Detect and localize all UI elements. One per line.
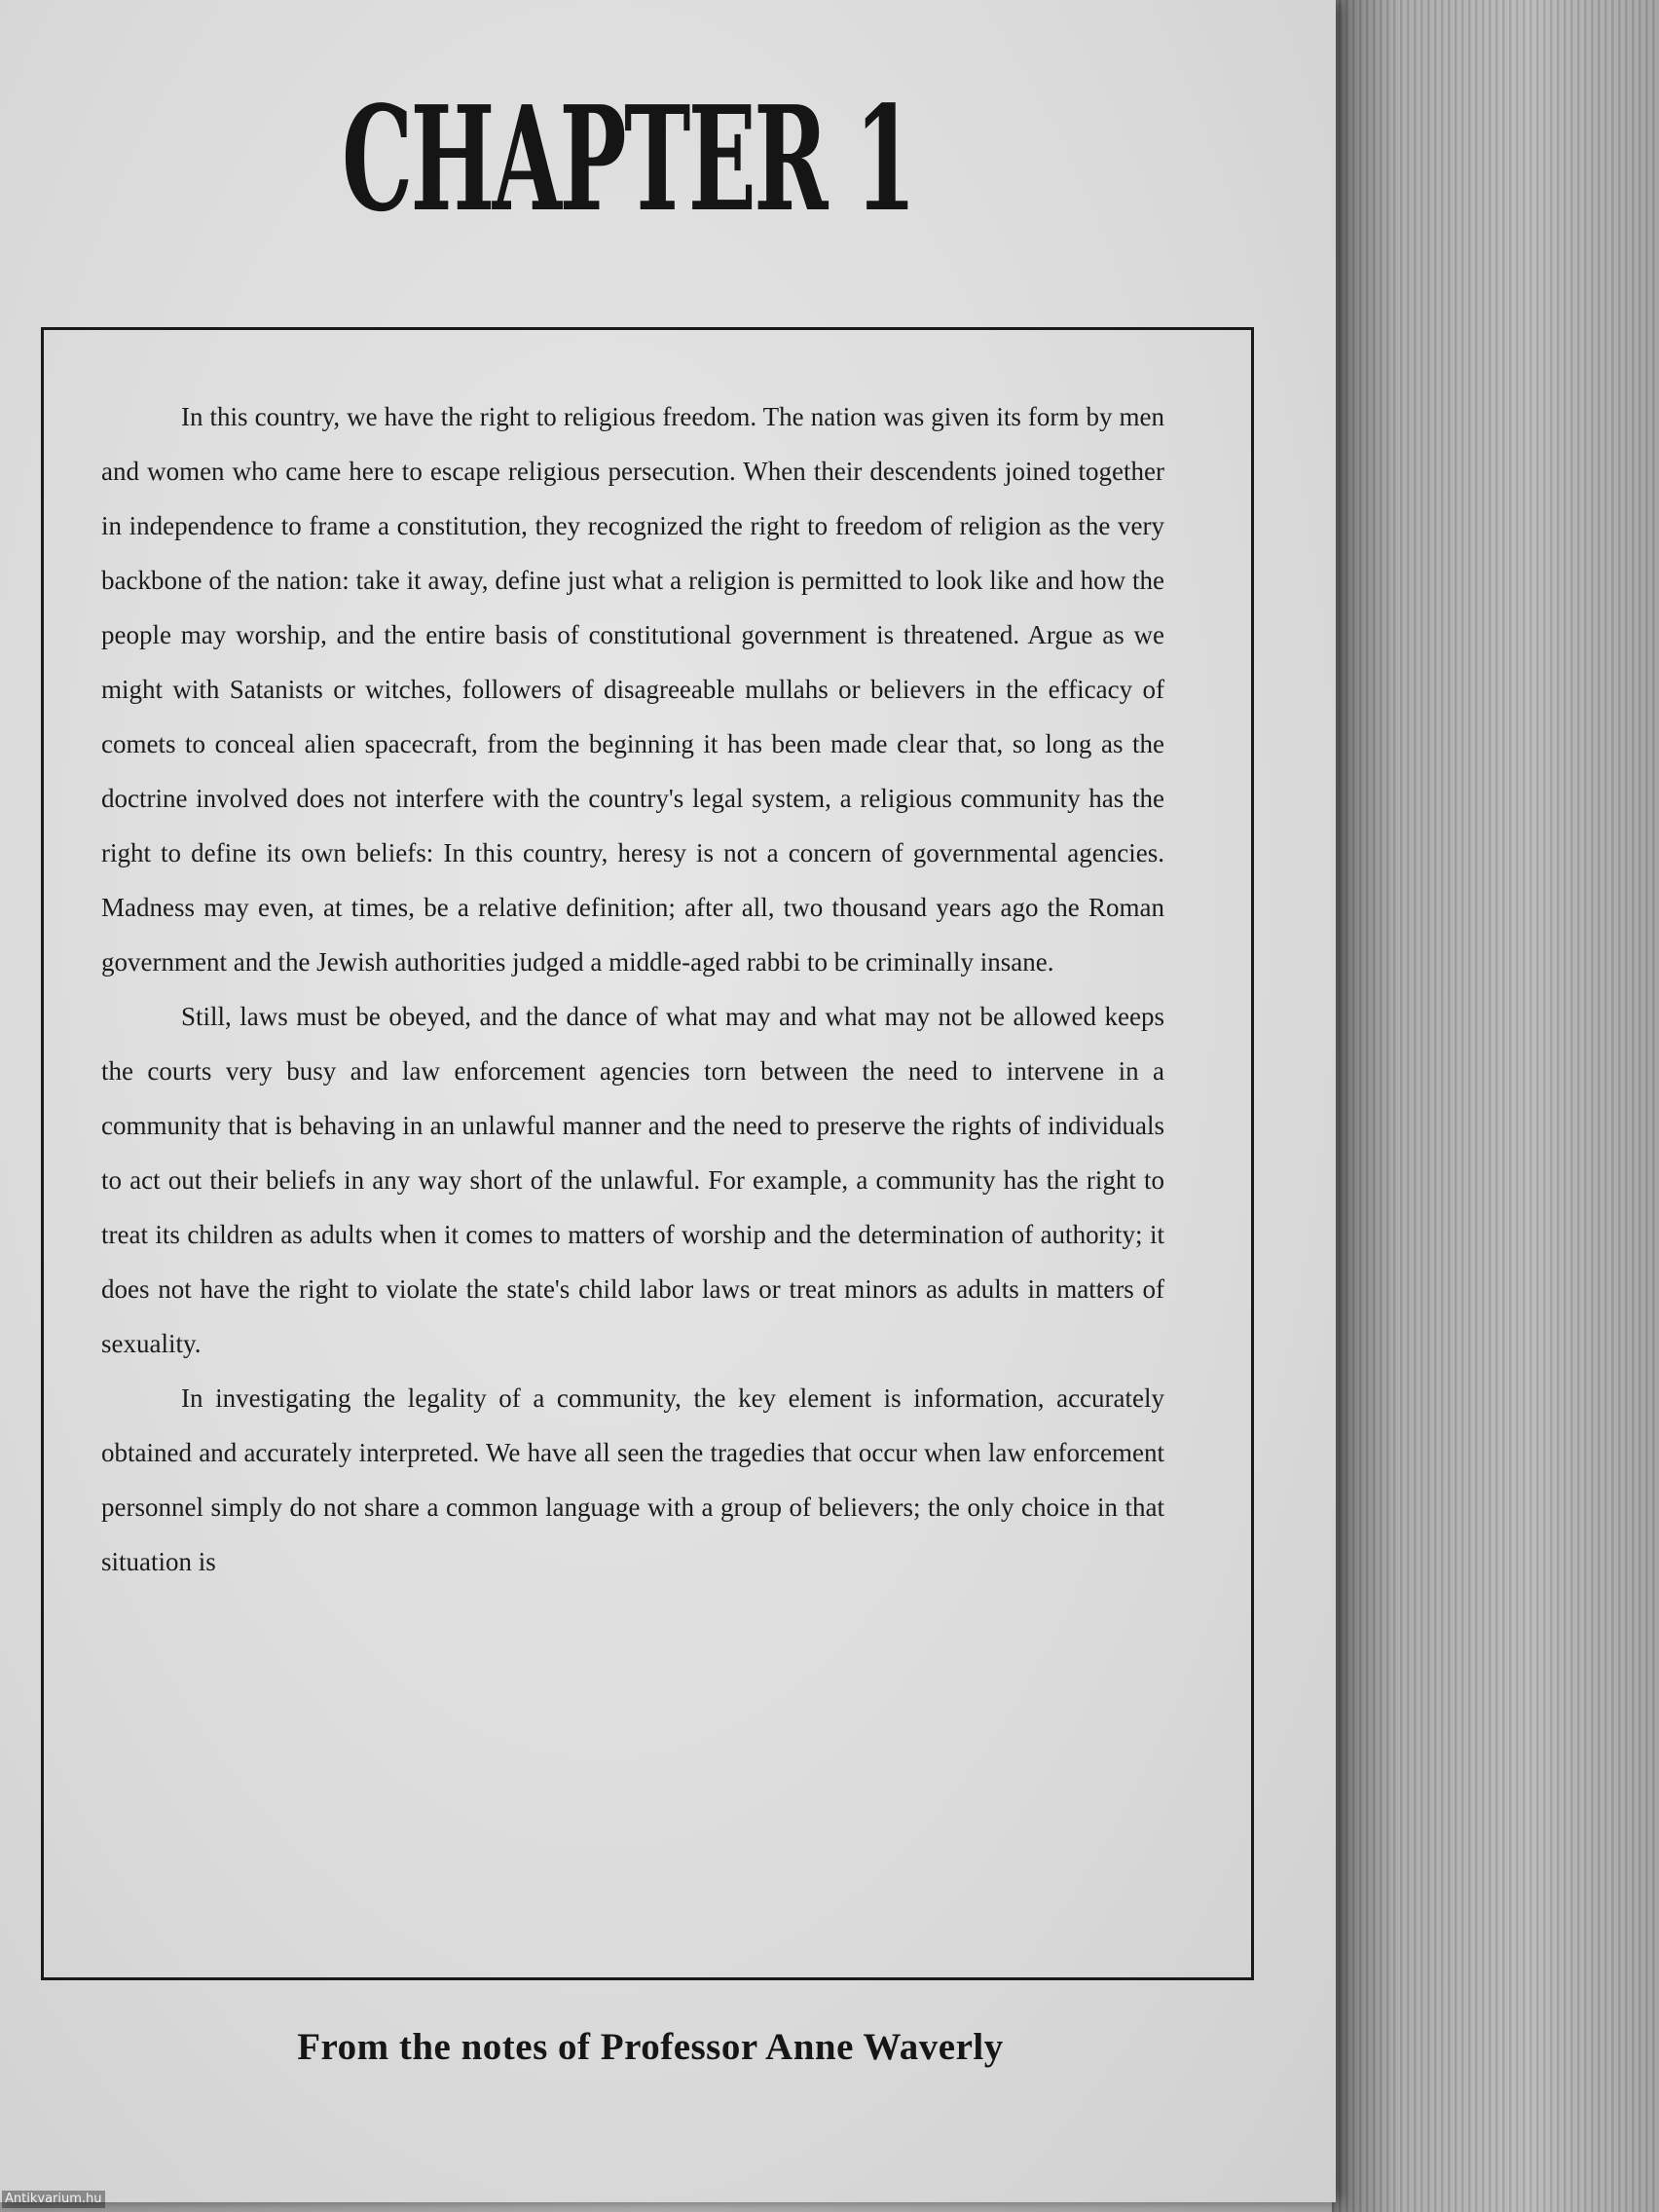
- chapter-title: CHAPTER 1: [342, 74, 914, 243]
- paragraph: Still, laws must be obeyed, and the dance of what may and what may not be allowed keeps the courts very busy and law enforcement agencies torn between the need to intervene in a community that is behaving in an unlawful manner and the need to preserve the rights of individuals to act out their beliefs in any way short of the unlawful. For example, a community has the right to treat its children as adults when it comes to matters of worship and the determination of authority; it does not have the right to violate the state's child labor laws or treat minors as adults in matters of sexuality.: [101, 1002, 1164, 1358]
- boxed-text: [101, 389, 1164, 1589]
- watermark: Antikvarium.hu: [2, 2191, 105, 2208]
- paragraph: In investigating the legality of a community, the key element is information, accurately obtained and accurately interpreted. We have all seen the tragedies that occur when law enforcement personnel simply do not share a common language with a group of believers; the only choice in that situation is: [101, 1383, 1164, 1576]
- attribution: From the notes of Professor Anne Waverly: [297, 2026, 1004, 2068]
- book-page-edges: [1332, 0, 1659, 2212]
- paragraph: In this country, we have the right to religious freedom. The nation was given its form by men and women who came here to escape religious persecution. When their descendents joined together in independence to frame a constitution, they recognized the right to freedom of religion as the very backbone of the nation: take it away, define just what a religion is permitted to look like and how the people may worship, and the entire basis of constitutional government is threatened. Argue as we might with Satanists or witches, followers of disagreeable mullahs or believers in the efficacy of comets to conceal alien spacecraft, from the beginning it has been made clear that, so long as the doctrine involved does not interfere with the country's legal system, a religious community has the right to define its own beliefs: In this country, heresy is not a concern of governmental agencies. Madness may even, at times, be a relative definition; after all, two thousand years ago the Roman government and the Jewish authorities judged a middle-aged rabbi to be criminally insane.: [101, 402, 1164, 977]
